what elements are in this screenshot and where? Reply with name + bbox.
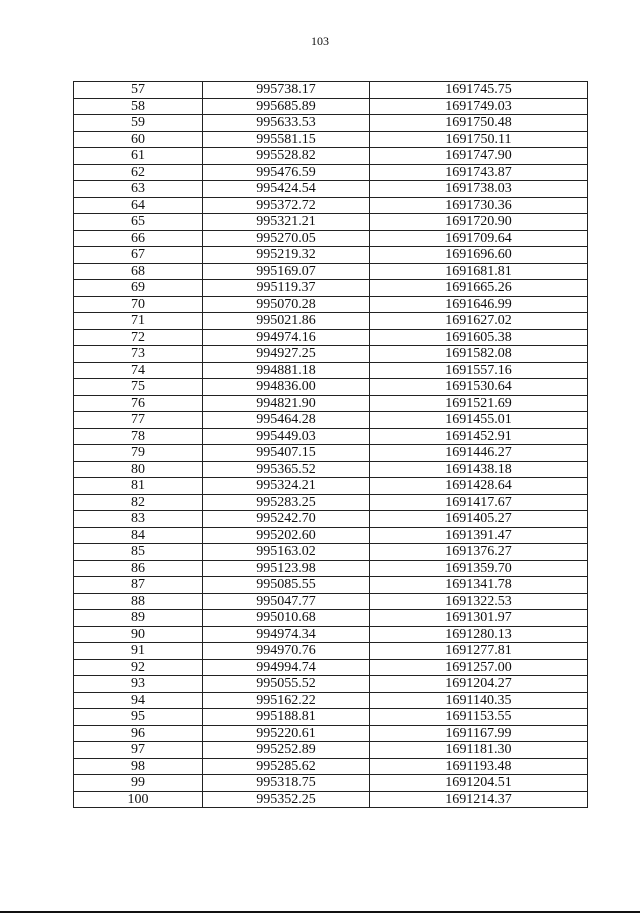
table-row [74, 247, 588, 264]
table-row [74, 131, 588, 148]
point-number-cell: 72 [74, 329, 203, 346]
y-coordinate-cell: 1691140.35 [370, 692, 588, 709]
x-coordinate-cell: 995321.21 [203, 214, 370, 231]
point-number-cell: 75 [74, 379, 203, 396]
point-number-cell: 78 [74, 428, 203, 445]
y-coordinate-cell: 1691720.90 [370, 214, 588, 231]
x-coordinate-cell: 994974.16 [203, 329, 370, 346]
y-coordinate-cell: 1691167.99 [370, 725, 588, 742]
table-row [74, 511, 588, 528]
y-coordinate-cell: 1691749.03 [370, 98, 588, 115]
table-row [74, 725, 588, 742]
y-coordinate-cell: 1691446.27 [370, 445, 588, 462]
y-coordinate-cell: 1691181.30 [370, 742, 588, 759]
y-coordinate-cell: 1691530.64 [370, 379, 588, 396]
table-row [74, 329, 588, 346]
point-number-cell: 83 [74, 511, 203, 528]
y-coordinate-cell: 1691582.08 [370, 346, 588, 363]
x-coordinate-cell: 995085.55 [203, 577, 370, 594]
point-number-cell: 84 [74, 527, 203, 544]
point-number-cell: 64 [74, 197, 203, 214]
coordinates-table-body [74, 82, 588, 808]
x-coordinate-cell: 995283.25 [203, 494, 370, 511]
y-coordinate-cell: 1691193.48 [370, 758, 588, 775]
point-number-cell: 91 [74, 643, 203, 660]
point-number-cell: 60 [74, 131, 203, 148]
table-row [74, 676, 588, 693]
y-coordinate-cell: 1691521.69 [370, 395, 588, 412]
point-number-cell: 62 [74, 164, 203, 181]
table-row [74, 362, 588, 379]
x-coordinate-cell: 995324.21 [203, 478, 370, 495]
x-coordinate-cell: 995021.86 [203, 313, 370, 330]
y-coordinate-cell: 1691557.16 [370, 362, 588, 379]
point-number-cell: 79 [74, 445, 203, 462]
x-coordinate-cell: 995685.89 [203, 98, 370, 115]
page-bottom-border [0, 911, 640, 913]
point-number-cell: 71 [74, 313, 203, 330]
y-coordinate-cell: 1691257.00 [370, 659, 588, 676]
point-number-cell: 99 [74, 775, 203, 792]
table-row [74, 709, 588, 726]
y-coordinate-cell: 1691745.75 [370, 82, 588, 99]
y-coordinate-cell: 1691376.27 [370, 544, 588, 561]
x-coordinate-cell: 995476.59 [203, 164, 370, 181]
point-number-cell: 63 [74, 181, 203, 198]
x-coordinate-cell: 995738.17 [203, 82, 370, 99]
point-number-cell: 89 [74, 610, 203, 627]
point-number-cell: 69 [74, 280, 203, 297]
y-coordinate-cell: 1691738.03 [370, 181, 588, 198]
x-coordinate-cell: 994994.74 [203, 659, 370, 676]
point-number-cell: 73 [74, 346, 203, 363]
table-row [74, 659, 588, 676]
point-number-cell: 100 [74, 791, 203, 808]
table-row [74, 593, 588, 610]
point-number-cell: 80 [74, 461, 203, 478]
table-row [74, 445, 588, 462]
point-number-cell: 97 [74, 742, 203, 759]
x-coordinate-cell: 995528.82 [203, 148, 370, 165]
x-coordinate-cell: 994836.00 [203, 379, 370, 396]
table-row [74, 346, 588, 363]
point-number-cell: 74 [74, 362, 203, 379]
y-coordinate-cell: 1691341.78 [370, 577, 588, 594]
x-coordinate-cell: 995070.28 [203, 296, 370, 313]
y-coordinate-cell: 1691709.64 [370, 230, 588, 247]
page-number: 103 [311, 34, 329, 48]
x-coordinate-cell: 995449.03 [203, 428, 370, 445]
point-number-cell: 88 [74, 593, 203, 610]
point-number-cell: 98 [74, 758, 203, 775]
y-coordinate-cell: 1691605.38 [370, 329, 588, 346]
x-coordinate-cell: 995365.52 [203, 461, 370, 478]
point-number-cell: 93 [74, 676, 203, 693]
table-row [74, 230, 588, 247]
y-coordinate-cell: 1691280.13 [370, 626, 588, 643]
x-coordinate-cell: 995270.05 [203, 230, 370, 247]
x-coordinate-cell: 995220.61 [203, 725, 370, 742]
point-number-cell: 61 [74, 148, 203, 165]
y-coordinate-cell: 1691665.26 [370, 280, 588, 297]
y-coordinate-cell: 1691452.91 [370, 428, 588, 445]
table-row [74, 577, 588, 594]
table-row [74, 610, 588, 627]
point-number-cell: 81 [74, 478, 203, 495]
point-number-cell: 66 [74, 230, 203, 247]
table-row [74, 742, 588, 759]
x-coordinate-cell: 995372.72 [203, 197, 370, 214]
x-coordinate-cell: 994927.25 [203, 346, 370, 363]
table-row [74, 775, 588, 792]
y-coordinate-cell: 1691696.60 [370, 247, 588, 264]
point-number-cell: 70 [74, 296, 203, 313]
x-coordinate-cell: 995188.81 [203, 709, 370, 726]
x-coordinate-cell: 995055.52 [203, 676, 370, 693]
table-row [74, 115, 588, 132]
table-row [74, 214, 588, 231]
y-coordinate-cell: 1691204.27 [370, 676, 588, 693]
y-coordinate-cell: 1691681.81 [370, 263, 588, 280]
y-coordinate-cell: 1691627.02 [370, 313, 588, 330]
point-number-cell: 59 [74, 115, 203, 132]
table-row [74, 313, 588, 330]
x-coordinate-cell: 995424.54 [203, 181, 370, 198]
y-coordinate-cell: 1691301.97 [370, 610, 588, 627]
point-number-cell: 57 [74, 82, 203, 99]
table-row [74, 280, 588, 297]
x-coordinate-cell: 995047.77 [203, 593, 370, 610]
x-coordinate-cell: 995119.37 [203, 280, 370, 297]
x-coordinate-cell: 995285.62 [203, 758, 370, 775]
point-number-cell: 67 [74, 247, 203, 264]
x-coordinate-cell: 995010.68 [203, 610, 370, 627]
table-row [74, 791, 588, 808]
table-row [74, 197, 588, 214]
table-row [74, 395, 588, 412]
x-coordinate-cell: 995352.25 [203, 791, 370, 808]
x-coordinate-cell: 995242.70 [203, 511, 370, 528]
point-number-cell: 92 [74, 659, 203, 676]
table-row [74, 692, 588, 709]
y-coordinate-cell: 1691204.51 [370, 775, 588, 792]
y-coordinate-cell: 1691438.18 [370, 461, 588, 478]
table-row [74, 263, 588, 280]
x-coordinate-cell: 995162.22 [203, 692, 370, 709]
x-coordinate-cell: 995318.75 [203, 775, 370, 792]
y-coordinate-cell: 1691391.47 [370, 527, 588, 544]
table-row [74, 148, 588, 165]
table-row [74, 643, 588, 660]
y-coordinate-cell: 1691428.64 [370, 478, 588, 495]
x-coordinate-cell: 994970.76 [203, 643, 370, 660]
y-coordinate-cell: 1691730.36 [370, 197, 588, 214]
point-number-cell: 95 [74, 709, 203, 726]
table-row [74, 494, 588, 511]
x-coordinate-cell: 995219.32 [203, 247, 370, 264]
x-coordinate-cell: 994974.34 [203, 626, 370, 643]
table-row [74, 527, 588, 544]
y-coordinate-cell: 1691743.87 [370, 164, 588, 181]
y-coordinate-cell: 1691750.11 [370, 131, 588, 148]
y-coordinate-cell: 1691455.01 [370, 412, 588, 429]
point-number-cell: 82 [74, 494, 203, 511]
point-number-cell: 77 [74, 412, 203, 429]
table-row [74, 560, 588, 577]
point-number-cell: 94 [74, 692, 203, 709]
point-number-cell: 65 [74, 214, 203, 231]
table-row [74, 98, 588, 115]
point-number-cell: 68 [74, 263, 203, 280]
table-row [74, 296, 588, 313]
table-row [74, 181, 588, 198]
y-coordinate-cell: 1691750.48 [370, 115, 588, 132]
x-coordinate-cell: 995581.15 [203, 131, 370, 148]
y-coordinate-cell: 1691405.27 [370, 511, 588, 528]
table-row [74, 82, 588, 99]
x-coordinate-cell: 995464.28 [203, 412, 370, 429]
point-number-cell: 87 [74, 577, 203, 594]
table-row [74, 626, 588, 643]
x-coordinate-cell: 995407.15 [203, 445, 370, 462]
x-coordinate-cell: 995252.89 [203, 742, 370, 759]
point-number-cell: 96 [74, 725, 203, 742]
y-coordinate-cell: 1691417.67 [370, 494, 588, 511]
point-number-cell: 76 [74, 395, 203, 412]
table-row [74, 164, 588, 181]
point-number-cell: 85 [74, 544, 203, 561]
y-coordinate-cell: 1691359.70 [370, 560, 588, 577]
table-row [74, 461, 588, 478]
x-coordinate-cell: 994881.18 [203, 362, 370, 379]
table-row [74, 758, 588, 775]
table-row [74, 478, 588, 495]
point-number-cell: 58 [74, 98, 203, 115]
y-coordinate-cell: 1691646.99 [370, 296, 588, 313]
y-coordinate-cell: 1691153.55 [370, 709, 588, 726]
table-row [74, 412, 588, 429]
y-coordinate-cell: 1691214.37 [370, 791, 588, 808]
table-row [74, 428, 588, 445]
x-coordinate-cell: 995202.60 [203, 527, 370, 544]
table-row [74, 544, 588, 561]
y-coordinate-cell: 1691747.90 [370, 148, 588, 165]
coordinates-table [73, 81, 588, 808]
point-number-cell: 90 [74, 626, 203, 643]
x-coordinate-cell: 995123.98 [203, 560, 370, 577]
point-number-cell: 86 [74, 560, 203, 577]
x-coordinate-cell: 995633.53 [203, 115, 370, 132]
x-coordinate-cell: 995163.02 [203, 544, 370, 561]
x-coordinate-cell: 994821.90 [203, 395, 370, 412]
x-coordinate-cell: 995169.07 [203, 263, 370, 280]
table-row [74, 379, 588, 396]
y-coordinate-cell: 1691277.81 [370, 643, 588, 660]
y-coordinate-cell: 1691322.53 [370, 593, 588, 610]
